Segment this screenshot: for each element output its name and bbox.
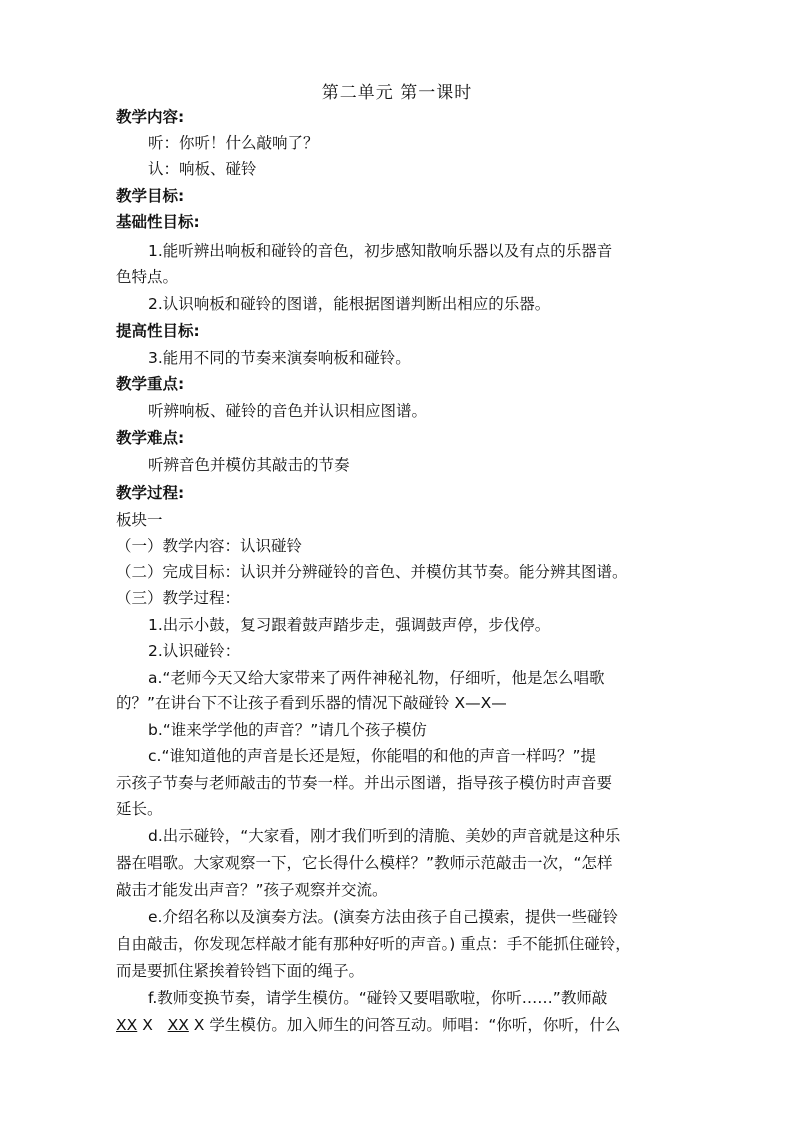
- heading-teaching-content: 教学内容:: [116, 108, 185, 126]
- difficulties-text: 听辨音色并模仿其敲击的节奏: [148, 456, 350, 474]
- step-c-line2: 示孩子节奏与老师敲击的节奏一样。并出示图谱，指导孩子模仿时声音要: [116, 774, 613, 792]
- step-d-line2: 器在唱歌。大家观察一下，它长得什么模样？”教师示范敲击一次，“怎样: [116, 854, 613, 872]
- step-b: b.“谁来学学他的声音？”请几个孩子模仿: [148, 721, 427, 739]
- section-content: （一）教学内容：认识碰铃: [116, 537, 303, 555]
- rhythm-xx-1: XX: [116, 1016, 138, 1034]
- rhythm-x-1: X: [142, 1016, 153, 1034]
- step-e-line1: e.介绍名称以及演奏方法。(演奏方法由孩子自己摸索，提供一些碰铃: [148, 908, 619, 926]
- step-1: 1.出示小鼓，复习跟着鼓声踏步走，强调鼓声停，步伐停。: [148, 616, 551, 634]
- heading-teaching-process: 教学过程:: [116, 484, 185, 502]
- step-c-line3: 延长。: [116, 800, 163, 818]
- step-a-line2: 的？”在讲台下不让孩子看到乐器的情况下敲碰铃 X—X—: [116, 694, 507, 712]
- step-a-line1: a.“老师今天又给大家带来了两件神秘礼物，仔细听，他是怎么唱歌: [148, 669, 605, 687]
- step-c-line1: c.“谁知道他的声音是长还是短，你能唱的和他的声音一样吗？”提: [148, 747, 597, 765]
- heading-difficulties: 教学难点:: [116, 429, 185, 447]
- step-e-line2: 自由敲击，你发现怎样敲才能有那种好听的声音。) 重点：手不能抓住碰铃，: [116, 935, 631, 953]
- heading-advanced-goals: 提高性目标:: [116, 322, 200, 340]
- section-goal: （二）完成目标：认识并分辨碰铃的音色、并模仿其节奏。能分辨其图谱。: [116, 563, 628, 581]
- goal-1-line1: 1.能听辨出响板和碰铃的音色，初步感知散响乐器以及有点的乐器音: [148, 242, 613, 260]
- step-e-line3: 而是要抓住紧挨着铃铛下面的绳子。: [116, 962, 365, 980]
- heading-key-points: 教学重点:: [116, 375, 185, 393]
- content-listen: 听：你听！什么敲响了？: [148, 134, 319, 152]
- heading-teaching-goals: 教学目标:: [116, 187, 185, 205]
- step-f-line1: f.教师变换节奏，请学生模仿。“碰铃又要唱歌啦，你听……”教师敲: [148, 989, 608, 1007]
- step-d-line1: d.出示碰铃，“大家看，刚才我们听到的清脆、美妙的声音就是这种乐: [148, 827, 621, 845]
- section-block-one: 板块一: [116, 511, 163, 529]
- key-points-text: 听辨响板、碰铃的音色并认识相应图谱。: [148, 402, 428, 420]
- heading-basic-goals: 基础性目标:: [116, 213, 200, 231]
- step-f-line2: [116, 1012, 726, 1038]
- goal-3: 3.能用不同的节奏来演奏响板和碰铃。: [148, 349, 411, 367]
- content-recognize: 认：响板、碰铃: [148, 160, 257, 178]
- goal-1-line2: 色特点。: [116, 268, 179, 286]
- rhythm-tail: X 学生模仿。加入师生的问答互动。师唱：“你听，你听，什么: [193, 1016, 621, 1034]
- step-d-line3: 敲击才能发出声音？”孩子观察并交流。: [116, 881, 388, 899]
- goal-2: 2.认识响板和碰铃的图谱，能根据图谱判断出相应的乐器。: [148, 295, 551, 313]
- step-2: 2.认识碰铃：: [148, 642, 241, 660]
- rhythm-xx-2: XX: [167, 1016, 189, 1034]
- page-title: 第二单元 第一课时: [321, 83, 473, 103]
- section-process: （三）教学过程：: [116, 589, 241, 607]
